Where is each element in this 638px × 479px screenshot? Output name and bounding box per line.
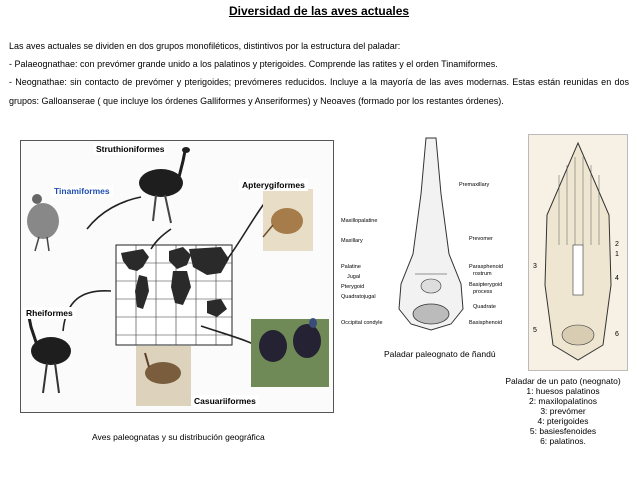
tinamou-illustration xyxy=(27,194,59,251)
number-3: 3 xyxy=(533,263,537,270)
label-struthioniformes: Struthioniformes xyxy=(93,143,167,155)
paleognath-figure xyxy=(20,140,334,413)
label-casuariiformes: Casuariiformes xyxy=(191,395,259,407)
label-maxillary: Maxillary xyxy=(341,238,363,244)
label-palatine: Palatine xyxy=(341,264,361,270)
label-parasphenoid: Parasphenoid xyxy=(469,264,503,270)
rhea-illustration xyxy=(29,317,71,393)
ostrich-illustration xyxy=(139,147,190,223)
duck-caption-line: 2: maxilopalatinos xyxy=(528,396,598,406)
emu-photo xyxy=(136,346,191,406)
figure-caption-left: Aves paleognatas y su distribución geográfica xyxy=(92,432,265,442)
label-rostrum: rostrum xyxy=(473,271,492,277)
label-apterygiformes: Apterygiformes xyxy=(239,179,308,191)
duck-skull-figure xyxy=(528,134,628,371)
figure-caption-duck xyxy=(492,376,634,446)
label-basipterygoid: Basipterygoid xyxy=(469,282,503,288)
label-pterygoid: Pterygoid xyxy=(341,284,365,290)
duck-caption-line: 5: basiesfenoides xyxy=(529,426,597,436)
label-occipital-condyle: Occipital condyle xyxy=(341,320,383,326)
label-quadratojugal: Quadratojugal xyxy=(341,294,376,300)
label-premaxillary: Premaxillary xyxy=(459,182,490,188)
figure-caption-rhea: Paladar paleognato de ñandú xyxy=(384,349,496,359)
label-process: process xyxy=(473,289,493,295)
label-rheiformes: Rheiformes xyxy=(23,307,76,319)
page-title: Diversidad de las aves actuales xyxy=(228,4,410,18)
label-jugal: Jugal xyxy=(347,274,361,280)
label-maxillopalatine: Maxillopalatine xyxy=(341,218,378,224)
rhea-palate-drawing xyxy=(341,134,521,344)
duck-caption-line: Paladar de un pato (neognato) xyxy=(505,376,621,386)
label-tinamiformes: Tinamiformes xyxy=(51,185,113,197)
duck-caption-line: 6: palatinos. xyxy=(540,436,586,446)
label-basisphenoid: Basisphenoid xyxy=(469,320,503,326)
kiwi-illustration xyxy=(263,189,313,251)
number-1: 1 xyxy=(615,251,619,258)
duck-caption-line: 4: pterigoides xyxy=(537,416,589,426)
intro-paragraph: Las aves actuales se dividen en dos grupos monofiléticos, distintivos por la estructura del paladar: xyxy=(9,41,401,51)
duck-palate-drawing xyxy=(529,135,627,370)
number-2: 2 xyxy=(615,241,619,248)
label-quadrate: Quadrate xyxy=(473,304,496,310)
duck-caption-line: 3: prevómer xyxy=(540,406,586,416)
neognathae-paragraph: - Neognathae: sin contacto de prevómer y pterigoides; prevómeres reducidos. Incluye a la mayoría de las aves modernas. Estas están reunidas en dos grupos: Galloanserae ( que incluye los órdenes Galliformes y Anseriformes) y Neoaves (formado por los restantes órdenes). xyxy=(9,77,629,106)
cassowary-photo xyxy=(251,318,329,387)
number-6: 6 xyxy=(615,331,619,338)
number-5: 5 xyxy=(533,327,537,334)
palaeognathae-paragraph: - Palaeognathae: con prevómer grande unido a los palatinos y pterigoides. Comprende las ratites y el orden Tinamiformes. xyxy=(9,59,498,69)
number-4: 4 xyxy=(615,275,619,282)
duck-caption-line: 1: huesos palatinos xyxy=(526,386,600,396)
rhea-skull-figure xyxy=(341,134,521,344)
label-prevomer: Prevomer xyxy=(469,236,493,242)
